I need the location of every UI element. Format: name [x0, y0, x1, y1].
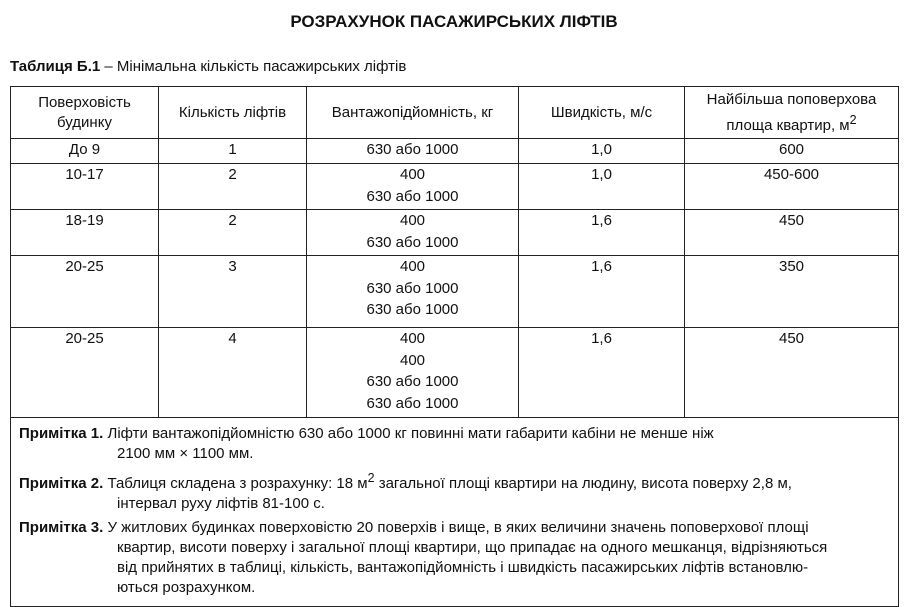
- cell-speed: 1,6: [519, 210, 685, 256]
- capacity-line: 400: [399, 351, 426, 369]
- note-sup: 2: [367, 471, 375, 485]
- cell-speed: 1,6: [519, 328, 685, 418]
- page-heading: РОЗРАХУНОК ПАСАЖИРСЬКИХ ЛІФТІВ: [290, 12, 618, 31]
- header-area-text: Найбільша поповерхова площа квартир, м: [706, 90, 877, 134]
- capacity-line: 630 або 1000: [366, 373, 459, 390]
- cell-count: 3: [159, 256, 307, 328]
- cell-speed: 1,0: [519, 139, 685, 164]
- cell-capacity: [307, 210, 519, 256]
- note-3: [19, 518, 890, 598]
- table-row: [11, 139, 899, 164]
- note-text: інтервал руху ліфтів 81-100 с.: [117, 495, 325, 512]
- table-row: [11, 210, 899, 256]
- cell-area: 600: [685, 139, 899, 164]
- lifts-table: [10, 86, 899, 607]
- capacity-line: 400: [399, 166, 426, 183]
- header-area-sup: 2: [849, 112, 857, 127]
- header-floors: Поверховість будинку: [11, 87, 159, 139]
- note-text: Таблиця складена з розрахунку: 18 м: [103, 475, 368, 492]
- capacity-line: 400: [399, 212, 426, 229]
- table-caption: [10, 58, 406, 75]
- cell-count: 2: [159, 164, 307, 210]
- cell-count: 2: [159, 210, 307, 256]
- cell-capacity: [307, 139, 519, 164]
- capacity-line: 400: [399, 258, 426, 275]
- header-speed: Швидкість, м/с: [519, 87, 685, 139]
- notes-cell: [11, 418, 899, 607]
- notes-row: [11, 418, 899, 607]
- capacity-line: 400: [399, 330, 426, 347]
- note-text: 2100 мм × 1100 мм.: [117, 445, 254, 462]
- note-1: [19, 424, 890, 464]
- cell-count: 4: [159, 328, 307, 418]
- table-caption-text: – Мінімальна кількість пасажирських ліфтів: [100, 58, 407, 75]
- note-label: Примітка 1.: [19, 425, 104, 442]
- capacity-line: 630 або 1000: [366, 233, 459, 251]
- note-label: Примітка 3.: [19, 519, 104, 536]
- note-text: Ліфти вантажопідйомністю 630 або 1000 кг повинні мати габарити кабіни не менше ніж: [103, 425, 714, 442]
- table-row: [11, 256, 899, 328]
- cell-floors: 18-19: [11, 210, 159, 256]
- note-text: ються розрахунком.: [117, 579, 256, 596]
- capacity-line: 630 або 1000: [366, 187, 459, 205]
- table-row: [11, 328, 899, 418]
- cell-floors: 20-25: [11, 328, 159, 418]
- capacity-line: 630 або 1000: [366, 279, 459, 297]
- table-caption-label: Таблиця Б.1: [10, 58, 101, 75]
- cell-floors: 10-17: [11, 164, 159, 210]
- cell-capacity: [307, 256, 519, 328]
- capacity-line: 630 або 1000: [366, 394, 459, 412]
- cell-area: 450-600: [685, 164, 899, 210]
- header-count: Кількість ліфтів: [159, 87, 307, 139]
- cell-area: 350: [685, 256, 899, 328]
- capacity-line: 630 або 1000: [366, 141, 459, 158]
- header-capacity: Вантажопідйомність, кг: [307, 87, 519, 139]
- table-row: [11, 164, 899, 210]
- table-header-row: [11, 87, 899, 139]
- note-2: [19, 468, 890, 514]
- note-label: Примітка 2.: [19, 475, 104, 492]
- note-text: від прийнятих в таблиці, кількість, вантажопідйомність і швидкість пасажирських ліфтів встановлю-: [117, 559, 809, 576]
- note-text: загальної площі квартири на людину, висота поверху 2,8 м,: [374, 475, 792, 492]
- note-text: квартир, висоти поверху і загальної площі квартири, що припадає на одного мешканця, відрізняються: [117, 539, 828, 556]
- cell-speed: 1,6: [519, 256, 685, 328]
- cell-area: 450: [685, 210, 899, 256]
- cell-floors: До 9: [11, 139, 159, 164]
- cell-capacity: [307, 328, 519, 418]
- cell-capacity: [307, 164, 519, 210]
- cell-floors: 20-25: [11, 256, 159, 328]
- cell-speed: 1,0: [519, 164, 685, 210]
- cell-area: 450: [685, 328, 899, 418]
- cell-count: 1: [159, 139, 307, 164]
- capacity-line: 630 або 1000: [366, 301, 459, 318]
- header-area: [685, 87, 899, 139]
- note-text: У житлових будинках поверховістю 20 поверхів і вище, в яких величини значень поповерхової площі: [103, 519, 809, 536]
